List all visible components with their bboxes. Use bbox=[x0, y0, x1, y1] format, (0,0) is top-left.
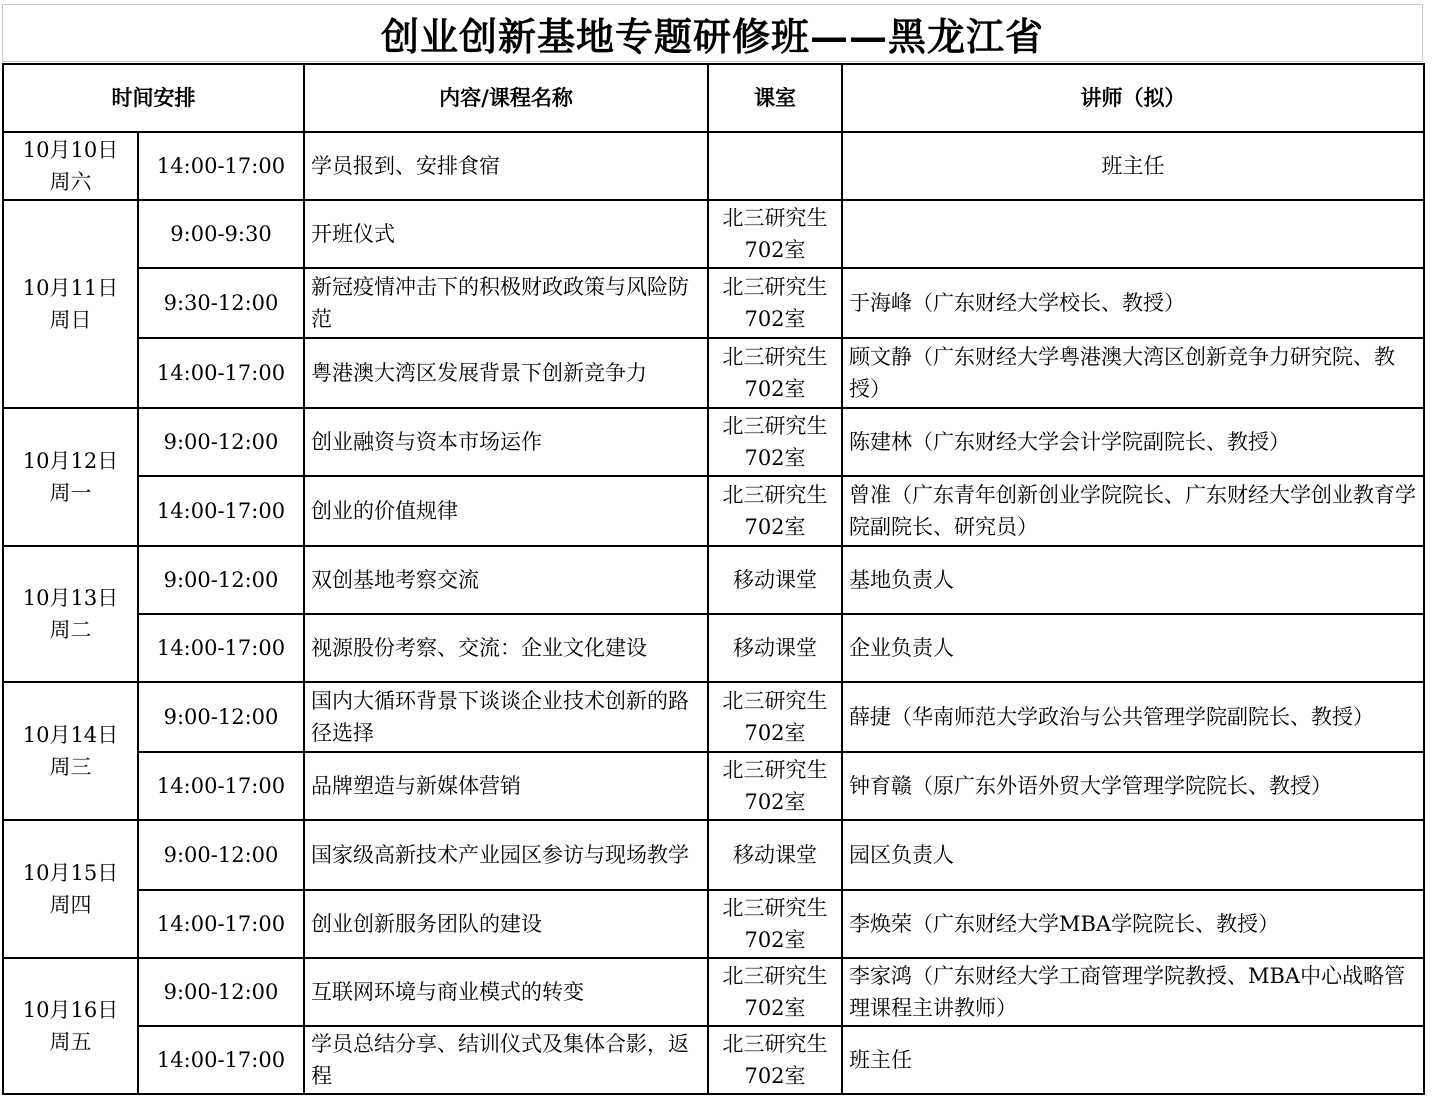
day-cell bbox=[3, 546, 138, 682]
room-cell bbox=[708, 476, 842, 546]
time-cell: 9:00-12:00 bbox=[138, 682, 304, 752]
day-weekday: 周五 bbox=[49, 1030, 92, 1054]
room-line-2: 702室 bbox=[744, 238, 806, 262]
day-date: 10月11日 bbox=[22, 276, 119, 300]
room-line-1: 北三研究生 bbox=[722, 206, 828, 230]
teacher-cell: 基地负责人 bbox=[842, 546, 1424, 614]
time-cell: 14:00-17:00 bbox=[138, 1026, 304, 1094]
room-cell bbox=[708, 338, 842, 408]
day-cell bbox=[3, 408, 138, 546]
teacher-cell: 于海峰（广东财经大学校长、教授） bbox=[842, 268, 1424, 338]
content-cell: 品牌塑造与新媒体营销 bbox=[304, 752, 708, 820]
time-cell: 14:00-17:00 bbox=[138, 752, 304, 820]
header-room: 课室 bbox=[708, 64, 842, 132]
room-line-2: 702室 bbox=[744, 928, 806, 952]
day-date: 10月15日 bbox=[22, 861, 119, 885]
day-date: 10月14日 bbox=[22, 723, 119, 747]
room-cell bbox=[708, 752, 842, 820]
content-cell: 开班仪式 bbox=[304, 200, 708, 268]
room-line-1: 移动课堂 bbox=[733, 843, 817, 867]
header-teacher: 讲师（拟） bbox=[842, 64, 1424, 132]
time-cell: 14:00-17:00 bbox=[138, 132, 304, 200]
time-cell: 9:30-12:00 bbox=[138, 268, 304, 338]
content-cell: 国家级高新技术产业园区参访与现场教学 bbox=[304, 820, 708, 890]
teacher-cell bbox=[842, 200, 1424, 268]
day-date: 10月13日 bbox=[22, 586, 119, 610]
table-row bbox=[3, 890, 1424, 958]
room-line-2: 702室 bbox=[744, 515, 806, 539]
day-cell bbox=[3, 682, 138, 820]
day-date: 10月16日 bbox=[22, 998, 119, 1022]
day-weekday: 周四 bbox=[49, 893, 92, 917]
day-cell bbox=[3, 132, 138, 200]
table-row bbox=[3, 408, 1424, 476]
room-line-1: 北三研究生 bbox=[722, 689, 828, 713]
table-row bbox=[3, 752, 1424, 820]
header-time: 时间安排 bbox=[3, 64, 304, 132]
room-line-2: 702室 bbox=[744, 790, 806, 814]
day-weekday: 周二 bbox=[49, 618, 92, 642]
room-cell bbox=[708, 132, 842, 200]
table-row bbox=[3, 820, 1424, 890]
room-cell bbox=[708, 682, 842, 752]
room-line-2: 702室 bbox=[744, 1064, 806, 1088]
header-content: 内容/课程名称 bbox=[304, 64, 708, 132]
content-cell: 国内大循环背景下谈谈企业技术创新的路径选择 bbox=[304, 682, 708, 752]
room-line-1: 北三研究生 bbox=[722, 1032, 828, 1056]
teacher-cell: 钟育赣（原广东外语外贸大学管理学院院长、教授） bbox=[842, 752, 1424, 820]
room-cell bbox=[708, 268, 842, 338]
time-cell: 9:00-12:00 bbox=[138, 958, 304, 1026]
header-row bbox=[3, 64, 1424, 132]
room-line-2: 702室 bbox=[744, 377, 806, 401]
room-line-1: 北三研究生 bbox=[722, 275, 828, 299]
room-line-1: 移动课堂 bbox=[733, 568, 817, 592]
room-line-2: 702室 bbox=[744, 446, 806, 470]
room-line-2: 702室 bbox=[744, 996, 806, 1020]
content-cell: 互联网环境与商业模式的转变 bbox=[304, 958, 708, 1026]
room-cell bbox=[708, 1026, 842, 1094]
time-cell: 9:00-12:00 bbox=[138, 546, 304, 614]
content-cell: 创业创新服务团队的建设 bbox=[304, 890, 708, 958]
content-cell: 创业的价值规律 bbox=[304, 476, 708, 546]
table-row bbox=[3, 200, 1424, 268]
content-cell: 双创基地考察交流 bbox=[304, 546, 708, 614]
schedule-table bbox=[2, 63, 1425, 1095]
table-row bbox=[3, 958, 1424, 1026]
day-cell bbox=[3, 200, 138, 408]
table-row bbox=[3, 1026, 1424, 1094]
table-row bbox=[3, 546, 1424, 614]
room-cell bbox=[708, 408, 842, 476]
room-line-1: 北三研究生 bbox=[722, 758, 828, 782]
time-cell: 14:00-17:00 bbox=[138, 338, 304, 408]
room-line-1: 北三研究生 bbox=[722, 345, 828, 369]
table-row bbox=[3, 682, 1424, 752]
day-weekday: 周三 bbox=[49, 755, 92, 779]
room-cell bbox=[708, 546, 842, 614]
day-date: 10月10日 bbox=[22, 138, 119, 162]
teacher-cell: 班主任 bbox=[842, 132, 1424, 200]
room-line-1: 北三研究生 bbox=[722, 483, 828, 507]
time-cell: 9:00-12:00 bbox=[138, 408, 304, 476]
day-weekday: 周一 bbox=[49, 481, 92, 505]
room-line-1: 北三研究生 bbox=[722, 414, 828, 438]
teacher-cell: 陈建林（广东财经大学会计学院副院长、教授） bbox=[842, 408, 1424, 476]
teacher-cell: 曾准（广东青年创新创业学院院长、广东财经大学创业教育学院副院长、研究员） bbox=[842, 476, 1424, 546]
time-cell: 9:00-12:00 bbox=[138, 820, 304, 890]
table-row bbox=[3, 132, 1424, 200]
table-row bbox=[3, 614, 1424, 682]
room-cell bbox=[708, 614, 842, 682]
day-cell bbox=[3, 958, 138, 1094]
content-cell: 粤港澳大湾区发展背景下创新竞争力 bbox=[304, 338, 708, 408]
room-line-2: 702室 bbox=[744, 307, 806, 331]
content-cell: 新冠疫情冲击下的积极财政政策与风险防范 bbox=[304, 268, 708, 338]
room-line-1: 北三研究生 bbox=[722, 964, 828, 988]
content-cell: 视源股份考察、交流：企业文化建设 bbox=[304, 614, 708, 682]
room-line-2: 702室 bbox=[744, 721, 806, 745]
content-cell: 学员总结分享、结训仪式及集体合影，返程 bbox=[304, 1026, 708, 1094]
page-title: 创业创新基地专题研修班——黑龙江省 bbox=[2, 4, 1423, 62]
table-row bbox=[3, 338, 1424, 408]
room-cell bbox=[708, 890, 842, 958]
teacher-cell: 李焕荣（广东财经大学MBA学院院长、教授） bbox=[842, 890, 1424, 958]
room-cell bbox=[708, 958, 842, 1026]
room-line-1: 北三研究生 bbox=[722, 896, 828, 920]
time-cell: 9:00-9:30 bbox=[138, 200, 304, 268]
day-cell bbox=[3, 820, 138, 958]
room-cell bbox=[708, 200, 842, 268]
teacher-cell: 李家鸿（广东财经大学工商管理学院教授、MBA中心战略管理课程主讲教师） bbox=[842, 958, 1424, 1026]
teacher-cell: 园区负责人 bbox=[842, 820, 1424, 890]
table-row bbox=[3, 476, 1424, 546]
teacher-cell: 企业负责人 bbox=[842, 614, 1424, 682]
content-cell: 学员报到、安排食宿 bbox=[304, 132, 708, 200]
time-cell: 14:00-17:00 bbox=[138, 614, 304, 682]
time-cell: 14:00-17:00 bbox=[138, 476, 304, 546]
day-weekday: 周六 bbox=[49, 170, 92, 194]
teacher-cell: 顾文静（广东财经大学粤港澳大湾区创新竞争力研究院、教授） bbox=[842, 338, 1424, 408]
room-line-1: 移动课堂 bbox=[733, 636, 817, 660]
teacher-cell: 薛捷（华南师范大学政治与公共管理学院副院长、教授） bbox=[842, 682, 1424, 752]
content-cell: 创业融资与资本市场运作 bbox=[304, 408, 708, 476]
teacher-cell: 班主任 bbox=[842, 1026, 1424, 1094]
room-cell bbox=[708, 820, 842, 890]
day-weekday: 周日 bbox=[49, 308, 92, 332]
day-date: 10月12日 bbox=[22, 449, 119, 473]
time-cell: 14:00-17:00 bbox=[138, 890, 304, 958]
table-row bbox=[3, 268, 1424, 338]
